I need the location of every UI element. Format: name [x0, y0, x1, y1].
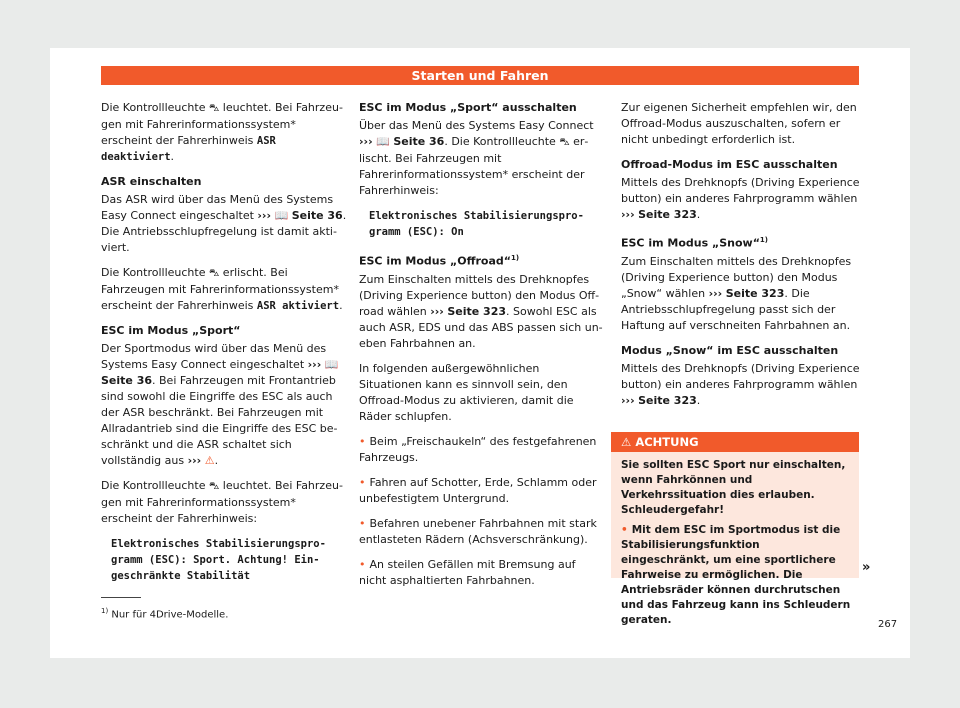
heading: ESC im Modus „Sport“: [101, 324, 241, 337]
list-item: • An steilen Gefällen mit Bremsung auf nicht asphaltierten Fahrbahnen.: [359, 557, 576, 587]
book-icon: 📖: [274, 209, 289, 222]
esc-lamp-icon: ⛍: [559, 137, 570, 148]
heading: Modus „Snow“ im ESC ausschalten: [621, 343, 839, 357]
heading: ESC im Modus „Snow“$^{1)}$: [621, 236, 768, 250]
footnote: $^{1)}$ Nur für 4Drive-Modelle.: [101, 607, 229, 621]
section-header: Starten und Fahren: [101, 66, 859, 85]
paragraph: Der Sportmodus wird über das Menü des Systems Easy Connect eingeschaltet ››› 📖 Seite 36. Bei Fahrzeugen mit Frontantrieb sind sowohl die Eingriffe des ESC als auch der ASR beschränkt. Bei Fahrzeugen mit Allradantrieb sind die Eingriffe des ESC beschränkt und die ASR schaltet sich vollständig aus ››› ⚠.: [101, 342, 339, 467]
paragraph: Zur eigenen Sicherheit empfehlen wir, den Offroad-Modus auszuschalten, sofern er nicht unbedingt erforderlich ist.: [621, 101, 857, 146]
page-link[interactable]: Seite 323: [638, 393, 697, 407]
esc-lamp-icon: ⛍: [209, 103, 220, 114]
page-link[interactable]: Seite 323: [725, 286, 785, 300]
page-link[interactable]: Seite 36: [291, 209, 343, 222]
paragraph: Zum Einschalten mittels des Drehknopfes (Driving Experience button) den Modus Offroad wählen ››› Seite 323. Sowohl ESC als auch ASR, EDS und das ABS passen sich uneben Fahrbahnen an.: [359, 272, 603, 350]
column-1: [101, 100, 347, 594]
esc-lamp-icon: ⛍: [209, 481, 220, 492]
warning-list-item: • Mit dem ESC im Sportmodus ist die Stabilisierungsfunktion eingeschränkt, um eine sportlichere Fahrweise zu ermöglichen. Die Antriebsräder können durchrutschen und das Fahrzeug kann ins Schleudern geraten.: [621, 524, 851, 626]
list-item: • Beim „Freischaukeln“ des festgefahrenen Fahrzeugs.: [359, 434, 597, 464]
paragraph: Die Kontrollleuchte ⛍ erlischt. Bei Fahrzeugen mit Fahrerinformationssystem* erscheint der Fahrerhinweis ASR aktiviert.: [101, 266, 343, 312]
warning-header: ⚠ ACHTUNG: [611, 432, 859, 452]
warning-icon: ⚠: [204, 454, 215, 467]
paragraph: Die Kontrollleuchte ⛍ leuchtet. Bei Fahrzeugen mit Fahrerinformationssystem* erscheint der Fahrerhinweis ASR deaktiviert.: [101, 101, 343, 163]
page-link[interactable]: Seite 36: [101, 374, 153, 387]
book-icon: 📖: [376, 135, 390, 148]
paragraph: Über das Menü des Systems Easy Connect ››› 📖 Seite 36. Die Kontrollleuchte ⛍ erlischt. Bei Fahrzeugen mit Fahrerinformationssystem* erscheint der Fahrerhinweis:: [359, 119, 594, 197]
warning-icon: ⚠: [621, 435, 632, 449]
warning-text: Sie sollten ESC Sport nur einschalten, wenn Fahrkönnen und Verkehrssituation dies erlauben. Schleudergefahr!: [621, 459, 846, 516]
page-number: 267: [878, 619, 898, 630]
paragraph: Mittels des Drehknopfs (Driving Experience button) ein anderes Fahrprogramm wählen ››› Seite 323.: [621, 176, 860, 221]
heading: ESC im Modus „Sport“ ausschalten: [359, 101, 577, 114]
paragraph: Das ASR wird über das Menü des Systems Easy Connect eingeschaltet ››› 📖 Seite 36. Die Antriebsschlupfregelung ist damit aktiviert.: [101, 193, 347, 254]
paragraph: In folgenden außergewöhnlichen Situationen kann es sinnvoll sein, den Offroad-Modus zu aktivieren, damit die Räder schlupfen.: [359, 361, 574, 423]
list-item: • Befahren unebener Fahrbahnen mit stark entlasteten Rädern (Achsverschränkung).: [359, 516, 597, 546]
book-icon: 📖: [324, 358, 339, 371]
warning-body: [611, 452, 859, 628]
list-item: • Fahren auf Schotter, Erde, Schlamm oder unbefestigtem Untergrund.: [359, 475, 597, 505]
page-link[interactable]: Seite 36: [393, 135, 445, 148]
heading: Offroad-Modus im ESC ausschalten: [621, 158, 838, 171]
driver-message: Elektronisches Stabilisierungsprogramm (ESC): On: [369, 210, 584, 238]
paragraph: Die Kontrollleuchte ⛍ leuchtet. Bei Fahrzeugen mit Fahrerinformationssystem* erscheint der Fahrerhinweis:: [101, 479, 343, 525]
column-2: [359, 100, 605, 598]
warning-box: [611, 432, 859, 626]
heading: ASR einschalten: [101, 175, 202, 188]
paragraph: Mittels des Drehknopfs (Driving Experience button) ein anderes Fahrprogramm wählen ››› Seite 323.: [621, 361, 860, 407]
heading: ESC im Modus „Offroad“$^{1)}$: [359, 254, 520, 268]
esc-lamp-icon: ⛍: [209, 268, 220, 279]
page-link[interactable]: Seite 323: [447, 304, 507, 318]
paragraph: Zum Einschalten mittels des Drehknopfes (Driving Experience button) den Modus „Snow“ wählen ››› Seite 323. Die Antriebsschlupfregelung passt sich der Haftung auf verschneiten Fahrbahnen an.: [621, 254, 852, 332]
column-3: [621, 100, 861, 418]
footnote-divider: [101, 597, 141, 598]
continue-icon: »: [862, 560, 871, 575]
driver-message: Elektronisches Stabilisierungsprogramm (ESC): Sport. Achtung! Eingeschränkte Stabilität: [111, 538, 326, 582]
page-link[interactable]: Seite 323: [638, 208, 697, 221]
